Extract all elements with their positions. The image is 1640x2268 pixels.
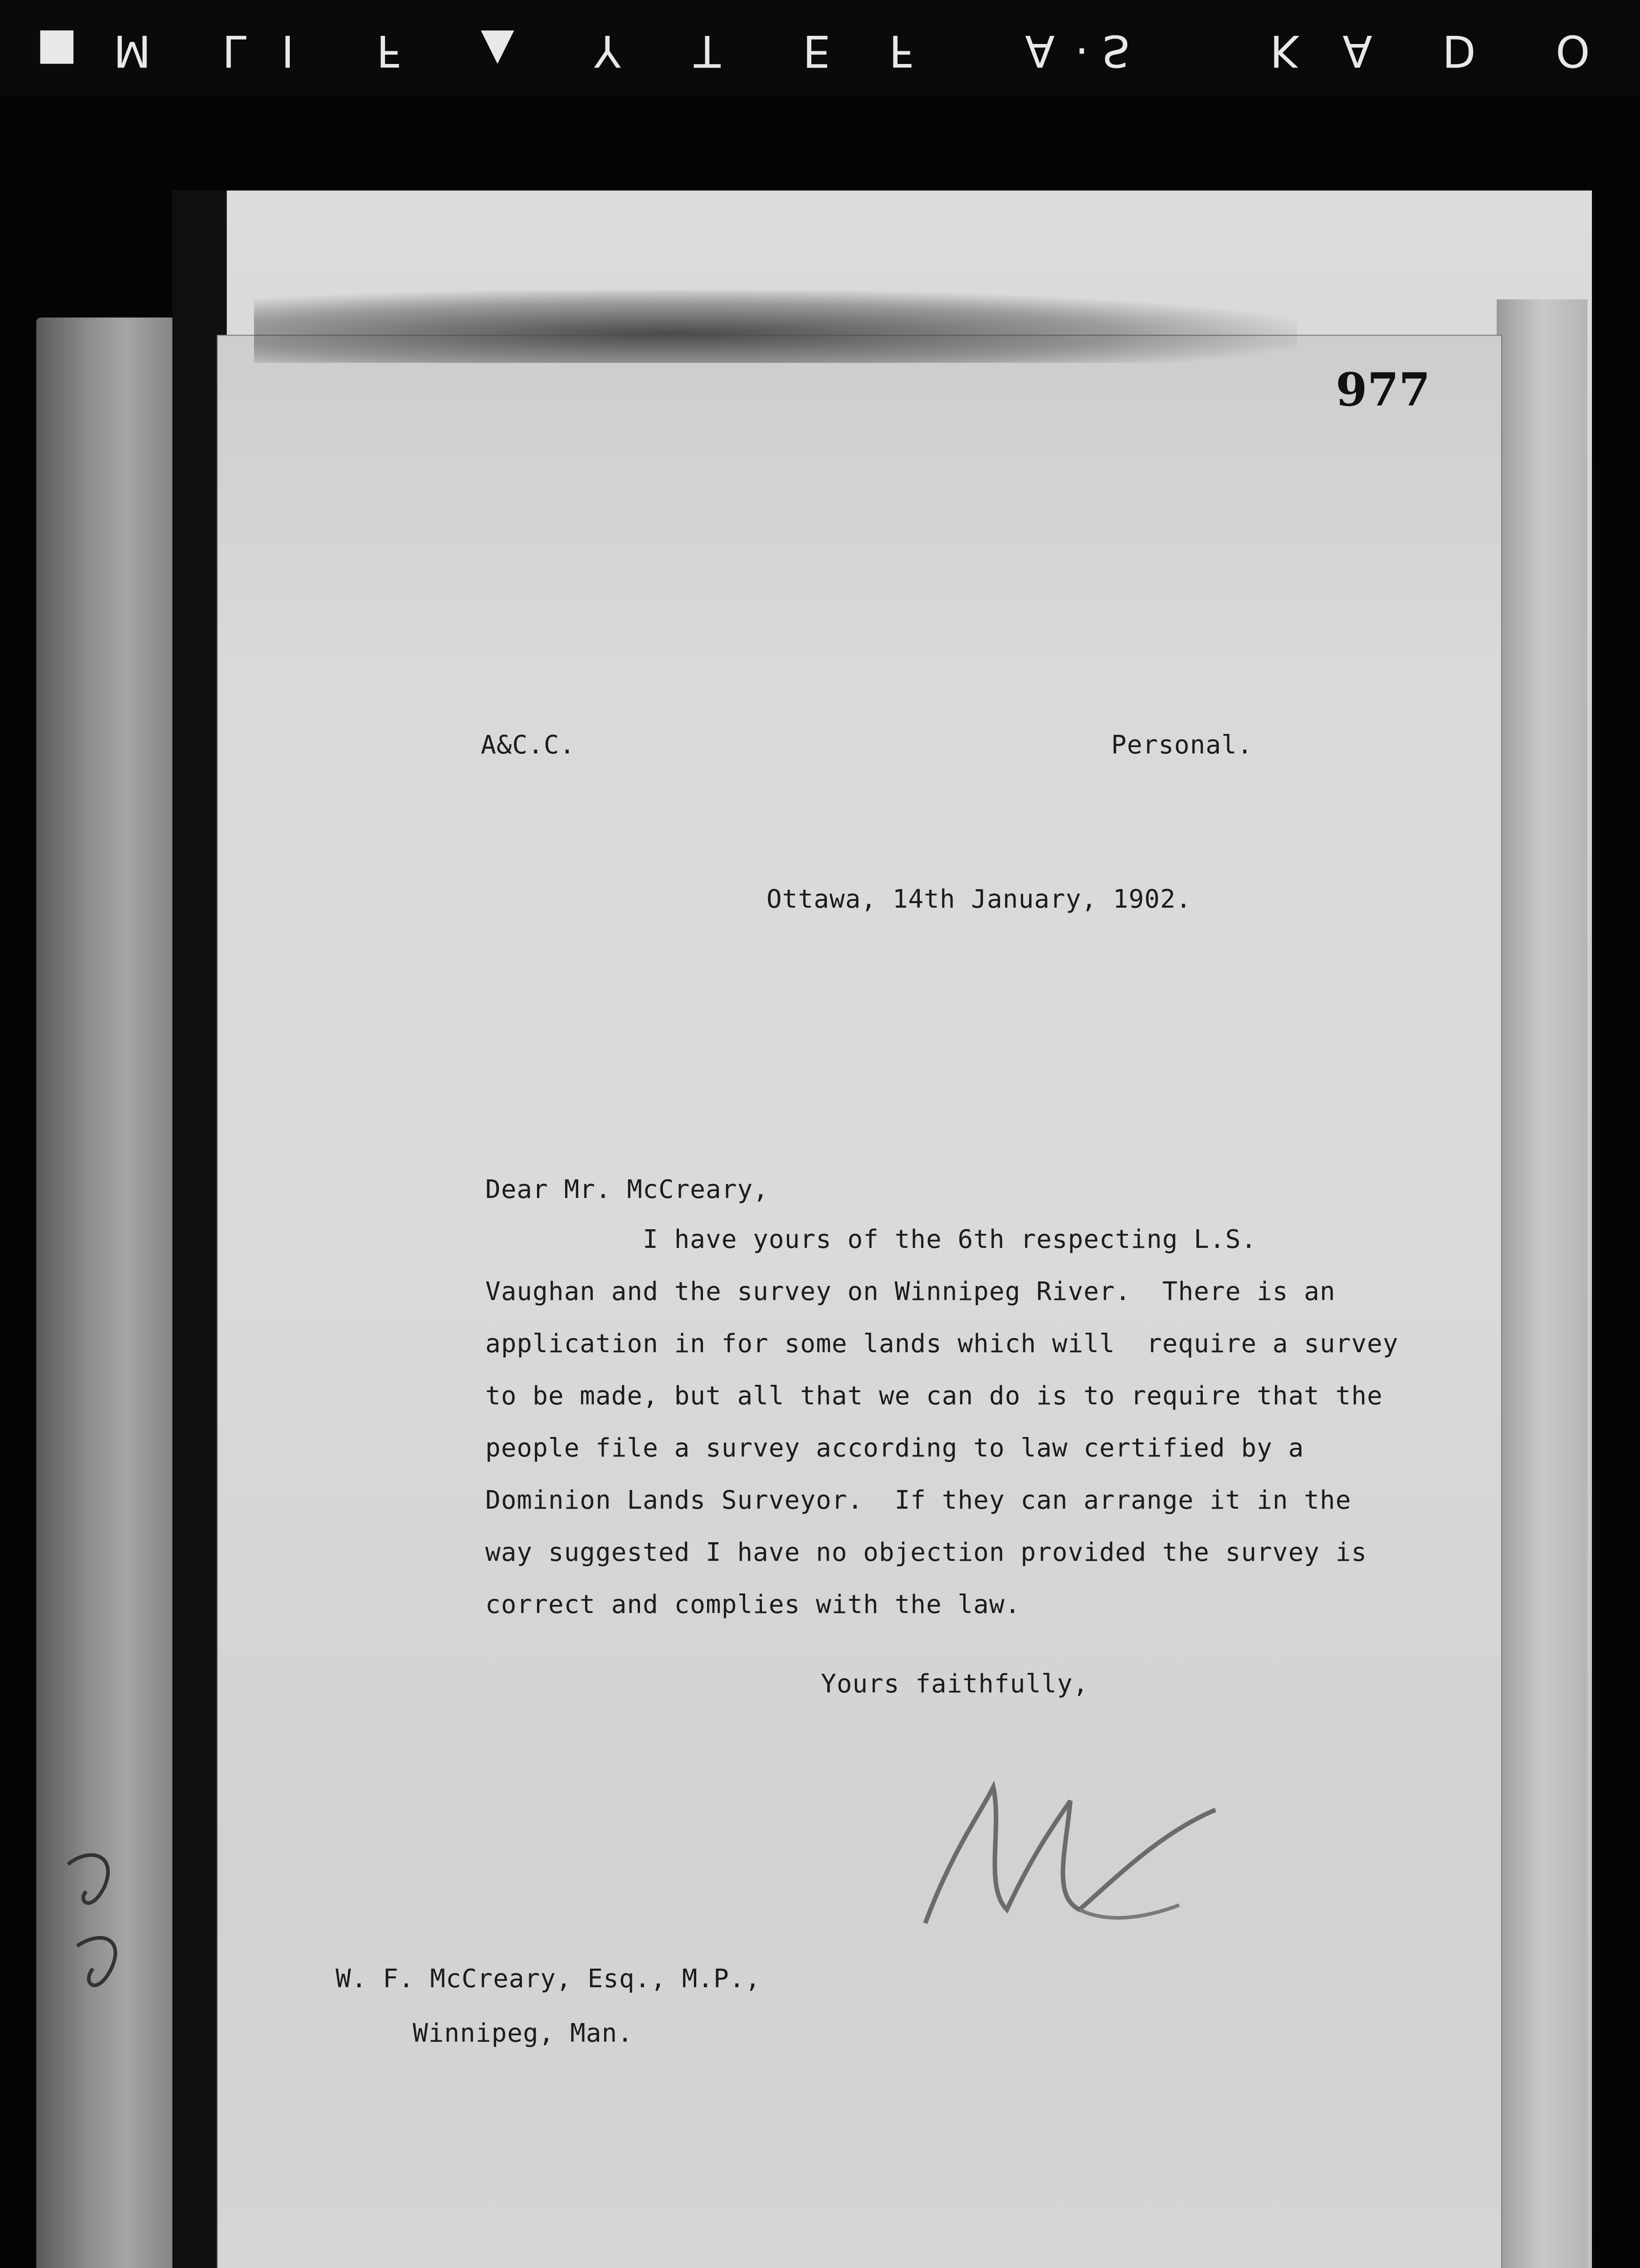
edge-letter: Y	[594, 25, 621, 76]
edge-letter: O	[1556, 25, 1590, 76]
edge-letter: K	[1270, 25, 1298, 76]
edge-letter: M	[113, 25, 151, 76]
recipient-name: W. F. McCreary, Esq., M.P.,	[336, 1964, 761, 1994]
page-number: 977	[1336, 363, 1430, 416]
edge-letter: ·	[1075, 25, 1089, 76]
body-line: people file a survey according to law certified by a	[485, 1433, 1304, 1463]
body-line: Vaughan and the survey on Winnipeg River. There is an	[485, 1277, 1336, 1306]
signature-scrawl	[889, 1760, 1252, 1978]
edge-letter: F	[376, 25, 402, 76]
edge-letter: D	[1442, 25, 1476, 76]
salutation: Dear Mr. McCreary,	[485, 1175, 769, 1204]
recipient-city: Winnipeg, Man.	[413, 2019, 634, 2048]
edge-letter: I	[281, 25, 294, 76]
edge-letter: E	[803, 25, 830, 76]
edge-letter: F	[889, 25, 914, 76]
classification: Personal.	[1111, 730, 1253, 760]
body-line: way suggested I have no objection provided the survey is	[485, 1538, 1367, 1567]
film-edge-markings	[36, 13, 1633, 76]
file-reference: A&C.C.	[481, 730, 576, 760]
edge-letter: A	[1025, 25, 1055, 76]
edge-letter: ■	[36, 25, 78, 76]
backing-edge	[1497, 299, 1587, 2268]
body-line: to be made, but all that we can do is to require that the	[485, 1381, 1383, 1411]
film-edge-strip	[0, 0, 1640, 95]
binding-handwriting	[50, 1837, 141, 2028]
edge-letter: L	[222, 25, 247, 76]
edge-letter: T	[694, 25, 721, 76]
body-line: I have yours of the 6th respecting L.S.	[485, 1225, 1257, 1254]
edge-letter: ▲	[481, 25, 514, 76]
letter-date: Ottawa, 14th January, 1902.	[766, 885, 1192, 914]
body-line: Dominion Lands Surveyor. If they can arrange it in the	[485, 1486, 1352, 1515]
body-line: application in for some lands which will require a survey	[485, 1329, 1399, 1359]
body-line: correct and complies with the law.	[485, 1590, 1021, 1619]
edge-letter: S	[1102, 25, 1130, 76]
closing: Yours faithfully,	[821, 1669, 1089, 1699]
page-top-shadow	[254, 290, 1297, 363]
edge-letter: A	[1342, 25, 1372, 76]
